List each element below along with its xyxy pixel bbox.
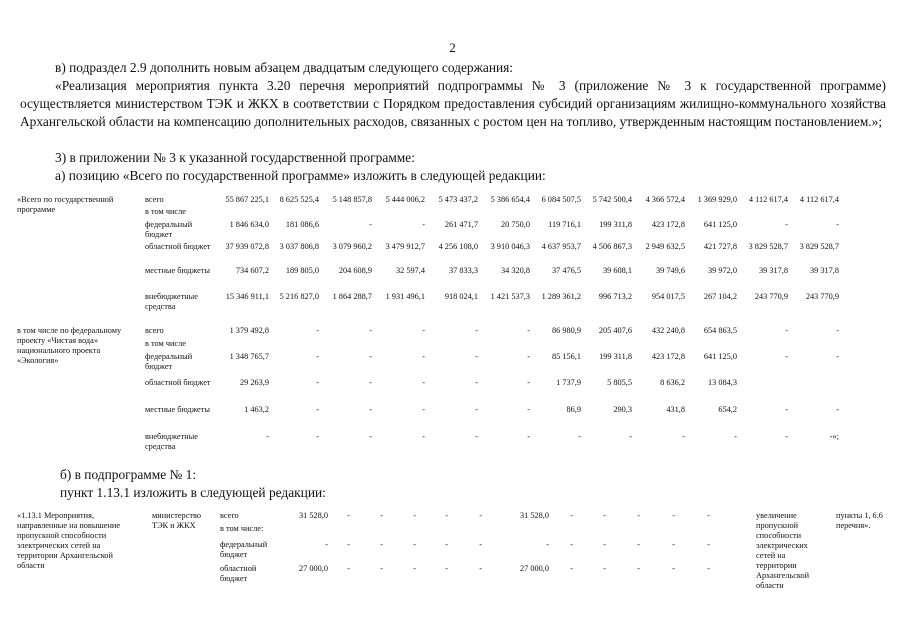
table-cell: 8 636,2: [660, 378, 685, 387]
table-cell: -: [836, 405, 839, 414]
table-cell: 4 366 572,4: [645, 195, 685, 204]
table-cell: 29 263,9: [239, 378, 269, 387]
table-cell: -: [707, 540, 710, 549]
table-cell: 204 608,9: [338, 266, 372, 275]
table-cell: 954 017,5: [651, 292, 685, 301]
table-cell: 119 716,1: [548, 220, 581, 229]
table-cell: 27 000,0: [519, 564, 549, 573]
table-cell: 1 846 634,0: [229, 220, 269, 229]
table-cell: -: [682, 432, 685, 441]
table-cell: -: [347, 540, 350, 549]
table-cell: -: [527, 352, 530, 361]
table-cell: -: [707, 511, 710, 520]
table-cell: 3 037 806,8: [279, 242, 319, 251]
table-cell: -: [422, 326, 425, 335]
source-label: всего: [220, 511, 239, 520]
table-cell: 6 084 507,5: [541, 195, 581, 204]
paragraph-a: а) позицию «Всего по государственной программе» изложить в следующей редакции:: [55, 168, 546, 183]
source-label: в том числе: [145, 339, 186, 348]
page-number: 2: [449, 40, 456, 55]
table-cell: 189 805,0: [285, 266, 319, 275]
table-cell: -: [578, 432, 581, 441]
table-cell: 423 172,8: [651, 220, 685, 229]
table-cell: -: [316, 352, 319, 361]
source-label: всего: [145, 326, 164, 335]
table-cell: -: [785, 405, 788, 414]
table-cell: 1 864 288,7: [332, 292, 372, 301]
table-cell: -: [603, 540, 606, 549]
table-cell: 4 506 867,3: [592, 242, 632, 251]
table-cell: 8 625 525,4: [279, 195, 319, 204]
table-cell: 39 972,0: [707, 266, 737, 275]
table-cell: -: [475, 378, 478, 387]
table-cell: -: [316, 405, 319, 414]
table-cell: 918 024,1: [444, 292, 478, 301]
table-cell: -: [785, 352, 788, 361]
table-cell: 3 910 046,3: [490, 242, 530, 251]
table-cell: -: [527, 405, 530, 414]
table-cell: -: [546, 540, 549, 549]
table-cell: -: [734, 432, 737, 441]
table-cell: 181 086,6: [285, 220, 319, 229]
table-cell: -: [527, 378, 530, 387]
table-cell: -: [369, 432, 372, 441]
table-cell: -: [380, 540, 383, 549]
table-cell: 431,8: [666, 405, 685, 414]
table-cell: -: [527, 326, 530, 335]
source-label: в том числе: [145, 207, 186, 216]
table-cell: 5 473 437,2: [438, 195, 478, 204]
table-cell: -: [413, 540, 416, 549]
source-label: местные бюджеты: [145, 405, 210, 414]
table-cell: -: [316, 432, 319, 441]
table-cell: -: [380, 511, 383, 520]
table-cell: -: [445, 511, 448, 520]
table-cell: -: [266, 432, 269, 441]
table-cell: 1 369 929,0: [697, 195, 737, 204]
table-cell: -: [475, 432, 478, 441]
table-cell: -: [629, 432, 632, 441]
table-cell: -: [672, 564, 675, 573]
table-cell: 31 528,0: [519, 511, 549, 520]
table-cell: -: [475, 326, 478, 335]
table-cell: 3 079 960,2: [332, 242, 372, 251]
table-cell: -: [422, 352, 425, 361]
source-label: областной бюджет: [145, 242, 211, 251]
paragraph-3: 3) в приложении № 3 к указанной государственной программе:: [55, 150, 415, 165]
paragraph-b: б) в подпрограмме № 1:: [60, 467, 197, 482]
table-cell: 27 000,0: [298, 564, 328, 573]
table-cell: 15 346 911,1: [225, 292, 269, 301]
table-cell: -»;: [829, 432, 839, 441]
table-cell: -: [479, 511, 482, 520]
table-cell: 290,3: [613, 405, 632, 414]
table-cell: 32 597,4: [395, 266, 425, 275]
table-cell: -: [369, 405, 372, 414]
table-cell: -: [422, 405, 425, 414]
paragraph-v: в) подраздел 2.9 дополнить новым абзацем двадцатым следующего содержания:: [55, 60, 514, 75]
table-cell: 5 386 654,4: [490, 195, 530, 204]
table-cell: 1 379 492,8: [229, 326, 269, 335]
table-cell: 13 084,3: [707, 378, 737, 387]
table-cell: -: [672, 540, 675, 549]
measure-result: увеличение пропускной способности электрических сетей на территории Архангельской области: [756, 511, 810, 590]
measure-indicator: пункты 1, 6.6 перечня».: [836, 511, 883, 530]
table-cell: -: [836, 220, 839, 229]
table-cell: -: [637, 540, 640, 549]
table-cell: 55 867 225,1: [225, 195, 269, 204]
table-cell: -: [479, 564, 482, 573]
table-cell: 205 407,6: [598, 326, 632, 335]
table-cell: 37 939 072,8: [225, 242, 269, 251]
table-cell: -: [836, 352, 839, 361]
table-cell: -: [422, 378, 425, 387]
table-cell: 641 125,0: [703, 220, 737, 229]
table-cell: -: [413, 564, 416, 573]
table-cell: 5 742 500,4: [592, 195, 632, 204]
table-cell: 199 311,8: [599, 352, 632, 361]
source-label: внебюджетные средства: [145, 432, 198, 451]
table-cell: -: [707, 564, 710, 573]
table-cell: 243 770,9: [805, 292, 839, 301]
table-cell: 2 949 632,5: [645, 242, 685, 251]
table-cell: 734 607,2: [235, 266, 269, 275]
table-cell: -: [413, 511, 416, 520]
table-cell: -: [570, 564, 573, 573]
table-cell: -: [422, 220, 425, 229]
table-cell: -: [479, 540, 482, 549]
table-cell: -: [785, 432, 788, 441]
table-cell: 3 829 528,7: [748, 242, 788, 251]
table-cell: -: [347, 511, 350, 520]
table-cell: 5 805,5: [607, 378, 632, 387]
table-cell: 996 713,2: [598, 292, 632, 301]
table-cell: 1 421 537,3: [490, 292, 530, 301]
table-cell: 20 750,0: [500, 220, 530, 229]
table-cell: -: [637, 511, 640, 520]
table-cell: -: [369, 326, 372, 335]
paragraph-point: пункт 1.13.1 изложить в следующей редакции:: [60, 485, 326, 500]
table-cell: -: [316, 326, 319, 335]
source-label: областной бюджет: [220, 564, 257, 583]
source-label: областной бюджет: [145, 378, 211, 387]
table-cell: 37 833,3: [448, 266, 478, 275]
table-cell: 423 172,8: [651, 352, 685, 361]
table-cell: -: [836, 326, 839, 335]
table-cell: 641 125,0: [703, 352, 737, 361]
source-label: федеральный бюджет: [145, 220, 193, 239]
table-cell: -: [445, 540, 448, 549]
table-cell: 261 471,7: [444, 220, 478, 229]
table-cell: 1 931 496,1: [385, 292, 425, 301]
table-cell: 5 216 827,0: [279, 292, 319, 301]
source-label: внебюджетные средства: [145, 292, 198, 311]
table-cell: 654 863,5: [703, 326, 737, 335]
measure-name: «1.13.1 Мероприятия, направленные на повышение пропускной способности электрических сетей на территории Архангельской области: [17, 511, 121, 570]
table-cell: 267 104,2: [703, 292, 737, 301]
table-cell: -: [603, 511, 606, 520]
table-cell: 1 463,2: [244, 405, 269, 414]
table-cell: 34 320,8: [500, 266, 530, 275]
table-cell: -: [570, 540, 573, 549]
table-cell: 1 289 361,2: [541, 292, 581, 301]
table-cell: 37 476,5: [551, 266, 581, 275]
table-cell: 86 980,9: [551, 326, 581, 335]
table-cell: -: [347, 564, 350, 573]
table-cell: 31 528,0: [298, 511, 328, 520]
table-row-group-label: «Всего по государственной программе: [17, 195, 114, 214]
table-cell: -: [637, 564, 640, 573]
table-cell: 4 637 953,7: [541, 242, 581, 251]
table-cell: 3 829 528,7: [799, 242, 839, 251]
table-cell: 3 479 912,7: [385, 242, 425, 251]
table-row-group-label: в том числе по федеральному проекту «Чистая вода» национального проекта «Экология»: [17, 326, 122, 365]
table-cell: 4 112 617,4: [799, 195, 839, 204]
source-label: федеральный бюджет: [145, 352, 193, 371]
table-cell: 39 317,8: [809, 266, 839, 275]
source-label: местные бюджеты: [145, 266, 210, 275]
table-cell: 1 737,9: [556, 378, 581, 387]
table-cell: -: [369, 220, 372, 229]
table-cell: 4 112 617,4: [748, 195, 788, 204]
table-cell: -: [369, 378, 372, 387]
table-cell: 39 608,1: [602, 266, 632, 275]
paragraph-quote: «Реализация мероприятия пункта 3.20 перечня мероприятий подпрограммы № 3 (приложение № 3 к государственной программе) осуществляется министерством ТЭК и ЖКХ в соответствии с Порядком предоставления субсидий организациям жилищно-коммунального хозяйства Архангельской области на компенсацию дополнительных расходов, связанных с ростом цен на топливо, утвержденным настоящим постановлением.»;: [20, 78, 886, 129]
table-cell: -: [527, 432, 530, 441]
table-cell: 654,2: [718, 405, 737, 414]
measure-executor: министерство ТЭК и ЖКХ: [152, 511, 202, 530]
table-cell: -: [325, 540, 328, 549]
table-cell: -: [422, 432, 425, 441]
table-cell: -: [475, 405, 478, 414]
table-cell: 85 156,1: [551, 352, 581, 361]
table-cell: 86,9: [566, 405, 581, 414]
table-cell: -: [785, 220, 788, 229]
table-cell: 199 311,8: [599, 220, 632, 229]
table-cell: 1 348 765,7: [229, 352, 269, 361]
table-cell: 5 444 006,2: [385, 195, 425, 204]
table-cell: -: [445, 564, 448, 573]
table-cell: -: [785, 326, 788, 335]
source-label: в том числе:: [220, 524, 264, 533]
table-cell: -: [570, 511, 573, 520]
table-cell: 243 770,9: [754, 292, 788, 301]
table-cell: 421 727,8: [703, 242, 737, 251]
table-cell: -: [603, 564, 606, 573]
table-cell: 39 317,8: [758, 266, 788, 275]
table-cell: -: [380, 564, 383, 573]
table-cell: 39 749,6: [655, 266, 685, 275]
table-cell: -: [316, 378, 319, 387]
table-cell: -: [672, 511, 675, 520]
source-label: всего: [145, 195, 164, 204]
table-cell: -: [475, 352, 478, 361]
table-cell: 4 256 108,0: [438, 242, 478, 251]
table-cell: 5 148 857,8: [332, 195, 372, 204]
table-cell: 432 240,8: [651, 326, 685, 335]
source-label: федеральный бюджет: [220, 540, 268, 559]
table-cell: -: [369, 352, 372, 361]
